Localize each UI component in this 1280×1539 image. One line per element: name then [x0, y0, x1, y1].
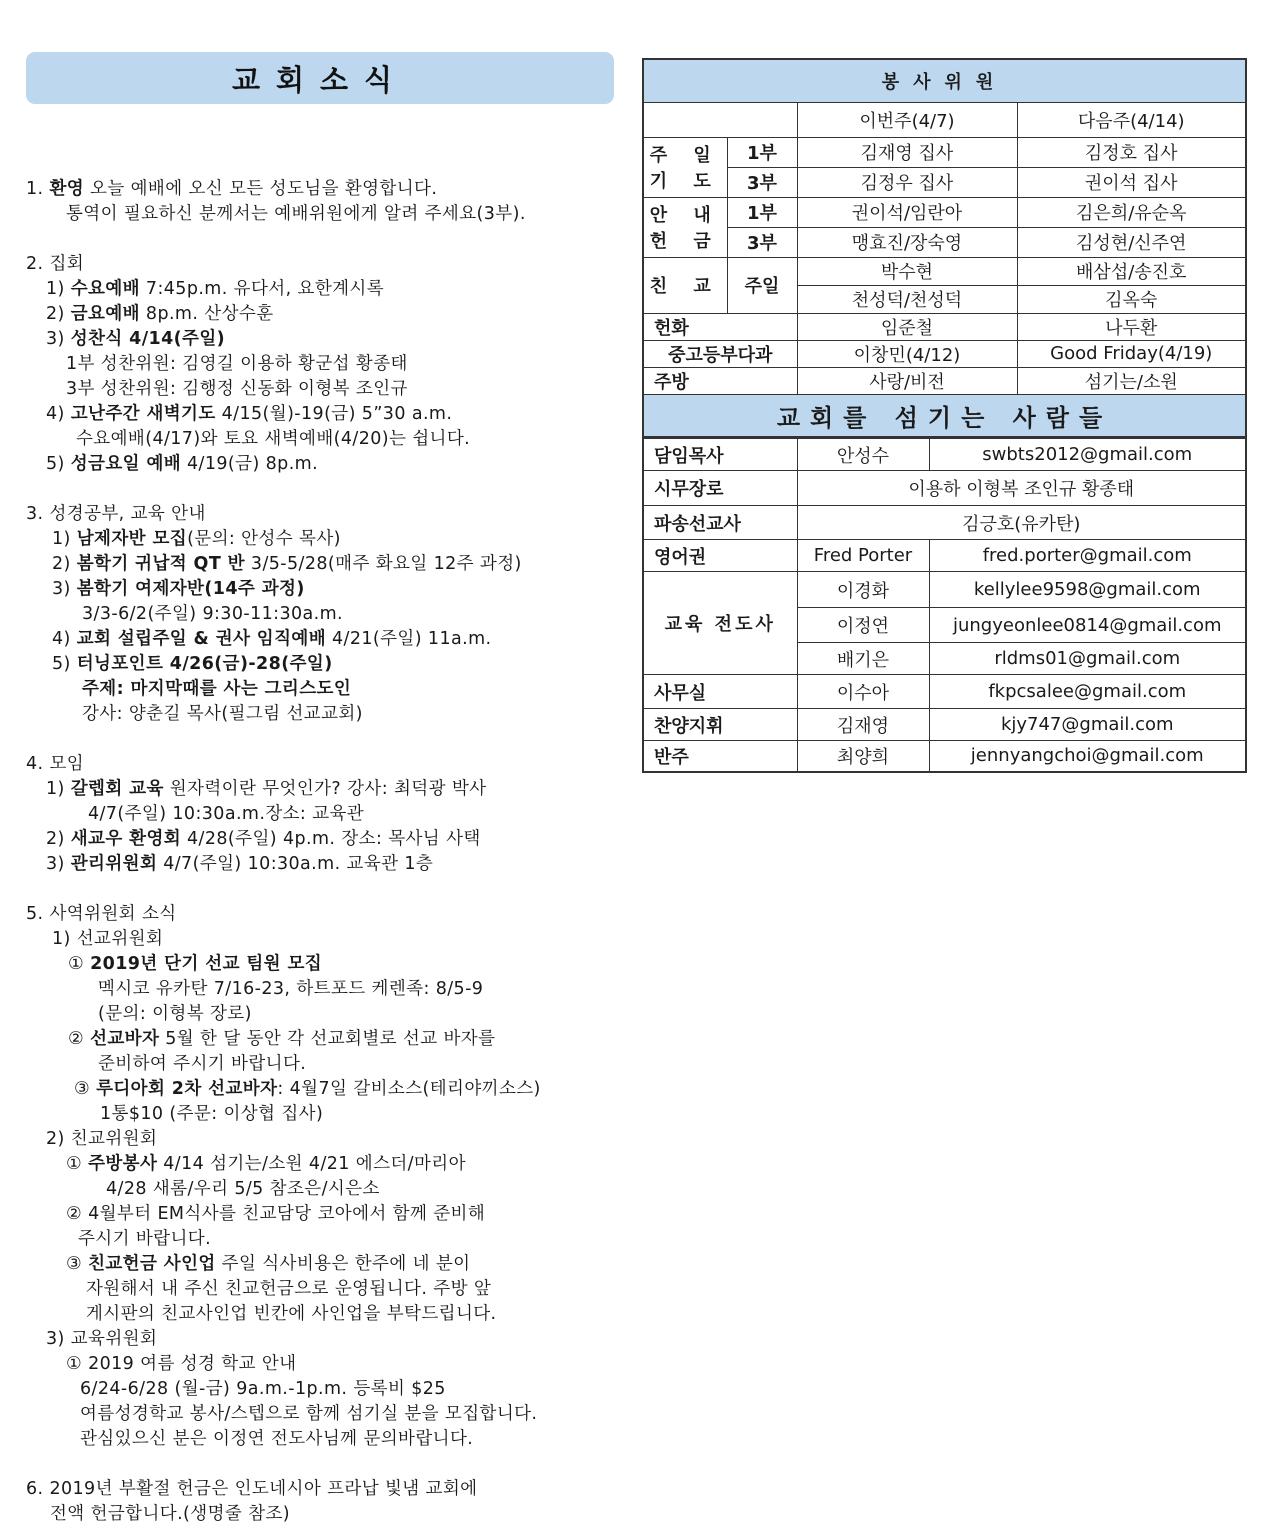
news-line-bold: 선교바자: [90, 1029, 160, 1049]
news-line: [98, 1003, 252, 1025]
edu-2-name: 이정연: [797, 608, 929, 643]
news-line: [52, 653, 333, 675]
news-line: [88, 803, 364, 825]
news-line-number: 5): [46, 454, 65, 474]
news-line: [46, 278, 384, 300]
news-line: [86, 1278, 491, 1300]
usher-1-this: 권이석/임란아: [797, 197, 1017, 227]
news-line-bold: 새교우 환영회: [70, 829, 182, 849]
news-line: [46, 828, 481, 850]
news-line-text: 강사: 양춘길 목사(필그림 선교교회): [82, 704, 363, 724]
news-line: [46, 403, 452, 425]
news-line: [26, 903, 177, 925]
edu-3-email[interactable]: rldms01@gmail.com: [929, 643, 1246, 675]
part-1-label: 1부: [727, 137, 797, 167]
news-line-number: ①: [68, 954, 85, 974]
news-line-number: 2): [46, 829, 65, 849]
news-line-text: 4. 모임: [26, 754, 85, 774]
news-line-text: 8p.m. 산상수훈: [139, 304, 274, 324]
news-line-number: 5): [52, 654, 71, 674]
news-line: [26, 1478, 477, 1500]
edu-label: 교육 전도사: [643, 572, 797, 675]
church-news-section: [26, 52, 626, 1524]
news-line-text: 2019 여름 성경 학교 안내: [88, 1354, 297, 1374]
news-line: [26, 503, 206, 525]
news-line: [46, 1328, 157, 1350]
choir-email[interactable]: kjy747@gmail.com: [929, 709, 1246, 741]
news-line: [76, 428, 470, 450]
news-line-number: 1): [52, 529, 71, 549]
staff-title: 교회를 섬기는 사람들: [643, 394, 1246, 437]
news-line-text: 3) 교육위원회: [46, 1329, 158, 1349]
news-line-text: 1) 선교위원회: [52, 929, 164, 949]
news-line: [66, 1353, 297, 1375]
piano-label: 반주: [643, 741, 797, 772]
news-line: [80, 1403, 537, 1425]
news-line-text: 4/28 새롬/우리 5/5 참조은/시은소: [106, 1179, 380, 1199]
youth-this: 이창민(4/12): [797, 340, 1017, 367]
news-line: [82, 678, 351, 700]
news-line-text: (문의: 이형복 장로): [98, 1004, 252, 1024]
news-line-number: 4): [52, 629, 71, 649]
news-line: [52, 928, 163, 950]
news-line-text: 여름성경학교 봉사/스텝으로 함께 섬기실 분을 모집합니다.: [80, 1404, 538, 1424]
news-line-text: 주시기 바랍니다.: [78, 1229, 212, 1249]
news-line: [68, 953, 322, 975]
news-line-text: 3. 성경공부, 교육 안내: [26, 504, 206, 524]
news-line-number: ②: [66, 1204, 83, 1224]
news-line-bold: 루디아회 2차 선교바자: [96, 1079, 278, 1099]
news-line-bold: 2019년 단기 선교 팀원 모집: [90, 954, 323, 974]
fellowship-b-this: 천성덕/천성덕: [797, 285, 1017, 313]
news-line-text: 6. 2019년 부활절 헌금은 인도네시아 프라납 빛냄 교회에: [26, 1479, 478, 1499]
news-line-number: ①: [66, 1354, 83, 1374]
col-this-week: 이번주(4/7): [797, 102, 1017, 137]
news-line: [68, 1028, 495, 1050]
news-line-bold: 갈렙회 교육: [70, 779, 164, 799]
news-line-text: 4/15(월)-19(금) 5”30 a.m.: [215, 404, 453, 424]
news-line-number: ②: [68, 1029, 85, 1049]
news-line: [46, 1128, 157, 1150]
news-line: [26, 753, 84, 775]
news-line: [106, 1178, 380, 1200]
news-line-text: 1통$10 (주문: 이상협 집사): [100, 1104, 324, 1124]
news-line-text: 7:45p.m. 유다서, 요한계시록: [139, 279, 385, 299]
news-line: [66, 378, 408, 400]
usher-3-next: 김성현/신주연: [1017, 227, 1246, 257]
news-line: [46, 328, 225, 350]
fellowship-label: 친 교: [643, 257, 727, 313]
fellowship-sub-label: 주일: [727, 257, 797, 313]
news-line: [26, 253, 84, 275]
english-email[interactable]: fred.porter@gmail.com: [929, 540, 1246, 572]
missionary-label: 파송선교사: [643, 506, 797, 540]
news-line-text: 관심있으신 분은 이정연 전도사님께 문의바랍니다.: [80, 1429, 474, 1449]
news-line-bold: 수요예배: [70, 279, 140, 299]
news-line-number: 1.: [26, 179, 44, 199]
news-line-text: 3/3-6/2(주일) 9:30-11:30a.m.: [82, 604, 344, 624]
part-3-label: 3부: [727, 167, 797, 197]
news-line: [98, 978, 483, 1000]
news-line-number: 2): [46, 304, 65, 324]
news-line-number: 3): [46, 854, 65, 874]
english-label: 영어권: [643, 540, 797, 572]
news-line-bold: 금요예배: [70, 304, 140, 324]
news-line-bold: 고난주간 새벽기도: [70, 404, 216, 424]
news-line-text: 수요예배(4/17)와 토요 새벽예배(4/20)는 쉽니다.: [76, 429, 471, 449]
flower-next: 나두환: [1017, 313, 1246, 340]
choir-name: 김재영: [797, 709, 929, 741]
news-line: [26, 178, 437, 200]
news-line-number: 2): [52, 554, 71, 574]
news-line-text: 2) 친교위원회: [46, 1129, 158, 1149]
news-line-text: 4/14 섬기는/소원 4/21 에스더/마리아: [157, 1154, 466, 1174]
news-line-text: 4/21(주일) 11a.m.: [326, 629, 492, 649]
kitchen-label: 주방: [643, 367, 797, 394]
news-line-bold: 성금요일 예배: [70, 454, 182, 474]
news-line: [52, 528, 341, 550]
youth-next: Good Friday(4/19): [1017, 340, 1246, 367]
english-name: Fred Porter: [797, 540, 929, 572]
fellowship-a-this: 박수현: [797, 257, 1017, 285]
news-line-bold: 주제: 마지막때를 사는 그리스도인: [82, 679, 352, 699]
edu-1-email[interactable]: kellylee9598@gmail.com: [929, 572, 1246, 608]
news-line-number: 3): [52, 579, 71, 599]
news-line: [66, 1253, 470, 1275]
news-line-text: 멕시코 유카탄 7/16-23, 하트포드 케렌족: 8/5-9: [98, 979, 484, 999]
fellowship-b-next: 김옥숙: [1017, 285, 1246, 313]
news-line-text: 통역이 필요하신 분께서는 예배위원에게 알려 주세요(3부).: [66, 204, 526, 224]
news-line: [66, 203, 526, 225]
service-title: 봉사위원: [643, 59, 1246, 102]
news-line-text: 6/24-6/28 (월-금) 9a.m.-1p.m. 등록비 $25: [80, 1379, 446, 1399]
edu-2-email[interactable]: jungyeonlee0814@gmail.com: [929, 608, 1246, 643]
news-line-number: ③: [74, 1079, 91, 1099]
news-line-text: 자원해서 내 주신 친교헌금으로 운영됩니다. 주방 앞: [86, 1279, 492, 1299]
news-line-number: 1): [46, 279, 65, 299]
news-line-text: 5월 한 달 동안 각 선교회별로 선교 바자를: [159, 1029, 496, 1049]
news-line-text: 4/7(주일) 10:30a.m. 교육관 1층: [157, 854, 434, 874]
news-line: [66, 353, 408, 375]
news-line: [52, 553, 522, 575]
col-next-week: 다음주(4/14): [1017, 102, 1246, 137]
news-line-number: 1): [46, 779, 65, 799]
youth-snack-label: 중고등부다과: [643, 340, 797, 367]
prayer-1-this: 김재영 집사: [797, 137, 1017, 167]
empty-header-cell: [643, 102, 797, 137]
news-line: [100, 1103, 323, 1125]
edu-1-name: 이경화: [797, 572, 929, 608]
news-line-text: 3/5-5/28(매주 화요일 12주 과정): [244, 554, 522, 574]
piano-email[interactable]: jennyangchoi@gmail.com: [929, 741, 1246, 772]
news-line: [66, 1153, 466, 1175]
news-line-number: ①: [66, 1154, 83, 1174]
news-line-text: 3부 성찬위원: 김행정 신동화 이형복 조인규: [66, 379, 408, 399]
news-line-number: ③: [66, 1254, 83, 1274]
news-line-bold: 환영: [49, 179, 85, 199]
news-line: [46, 303, 274, 325]
office-email[interactable]: fkpcsalee@gmail.com: [929, 675, 1246, 709]
news-line: [78, 1228, 211, 1250]
news-line-bold: 터닝포인트 4/26(금)-28(주일): [76, 654, 333, 674]
piano-name: 최양희: [797, 741, 929, 772]
news-line-text: 5. 사역위원회 소식: [26, 904, 177, 924]
news-line: [66, 1203, 485, 1225]
service-table: [642, 58, 1247, 438]
pastor-label: 담임목사: [643, 439, 797, 471]
office-label: 사무실: [643, 675, 797, 709]
office-name: 이수아: [797, 675, 929, 709]
news-line-text: 1부 성찬위원: 김영길 이용하 황군섭 황종태: [66, 354, 408, 374]
choir-label: 찬양지휘: [643, 709, 797, 741]
news-line-text: 원자력이란 무엇인가? 강사: 최덕광 박사: [163, 779, 487, 799]
news-line: [86, 1303, 497, 1325]
news-line-text: 4/19(금) 8p.m.: [181, 454, 319, 474]
part-1-label: 1부: [727, 197, 797, 227]
kitchen-this: 사랑/비전: [797, 367, 1017, 394]
prayer-3-this: 김정우 집사: [797, 167, 1017, 197]
news-line: [46, 853, 433, 875]
news-line-text: 게시판의 친교사인업 빈칸에 사인업을 부탁드립니다.: [86, 1304, 497, 1324]
news-line-text: (문의: 안성수 목사): [187, 529, 341, 549]
usher-3-this: 맹효진/장숙영: [797, 227, 1017, 257]
news-line-bold: 봄학기 여제자반(14주 과정): [76, 579, 305, 599]
news-line-number: 3): [46, 329, 65, 349]
prayer-label: 주 일 기 도: [643, 137, 727, 197]
news-line-text: 4/7(주일) 10:30a.m.장소: 교육관: [88, 804, 365, 824]
news-line-text: : 4월7일 갈비소스(테리야끼소스): [277, 1079, 541, 1099]
news-line-text: 전액 헌금합니다.(생명줄 참조): [50, 1504, 291, 1524]
pastor-name: 안성수: [797, 439, 929, 471]
missionary-name: 김긍호(유카탄): [797, 506, 1246, 540]
news-line: [80, 1428, 473, 1450]
usher-1-next: 김은희/유순옥: [1017, 197, 1246, 227]
news-line: [46, 778, 486, 800]
prayer-3-next: 권이석 집사: [1017, 167, 1246, 197]
news-line-bold: 관리위원회: [70, 854, 158, 874]
news-line: [52, 578, 305, 600]
roster-section: [642, 58, 1245, 773]
news-line: [46, 453, 318, 475]
news-line: [74, 1078, 541, 1100]
prayer-1-next: 김정호 집사: [1017, 137, 1246, 167]
news-line-text: 준비하여 주시기 바랍니다.: [98, 1054, 307, 1074]
news-line-text: 4월부터 EM식사를 친교담당 코아에서 함께 준비해: [88, 1204, 486, 1224]
church-news-title: 교회소식: [26, 52, 614, 104]
news-line-bold: 남제자반 모집: [76, 529, 188, 549]
news-line-bold: 친교헌금 사인업: [88, 1254, 216, 1274]
news-line: [82, 703, 363, 725]
news-line: [98, 1053, 306, 1075]
news-line-bold: 성찬식 4/14(주일): [70, 329, 226, 349]
news-line-text: 4/28(주일) 4p.m. 장소: 목사님 사택: [181, 829, 481, 849]
staff-table: [642, 438, 1247, 773]
news-line-number: 4): [46, 404, 65, 424]
news-line-bold: 봄학기 귀납적 QT 반: [76, 554, 245, 574]
flower-this: 임준철: [797, 313, 1017, 340]
edu-3-name: 배기은: [797, 643, 929, 675]
flower-label: 헌화: [643, 313, 797, 340]
news-line: [80, 1378, 446, 1400]
pastor-email[interactable]: swbts2012@gmail.com: [929, 439, 1246, 471]
news-line-bold: 교회 설립주일 & 권사 임직예배: [76, 629, 327, 649]
usher-label: 안 내 헌 금: [643, 197, 727, 257]
fellowship-a-next: 배삼섭/송진호: [1017, 257, 1246, 285]
elders-names: 이용하 이형복 조인규 황종태: [797, 471, 1246, 506]
news-line-text: 오늘 예배에 오신 모든 성도님을 환영합니다.: [84, 179, 438, 199]
elders-label: 시무장로: [643, 471, 797, 506]
part-3-label: 3부: [727, 227, 797, 257]
news-line-bold: 주방봉사: [88, 1154, 158, 1174]
news-line-text: 주일 식사비용은 한주에 네 분이: [215, 1254, 471, 1274]
news-line-text: 2. 집회: [26, 254, 85, 274]
news-line: [52, 628, 491, 650]
kitchen-next: 섬기는/소원: [1017, 367, 1246, 394]
news-line: [82, 603, 343, 625]
news-line: [50, 1503, 290, 1525]
